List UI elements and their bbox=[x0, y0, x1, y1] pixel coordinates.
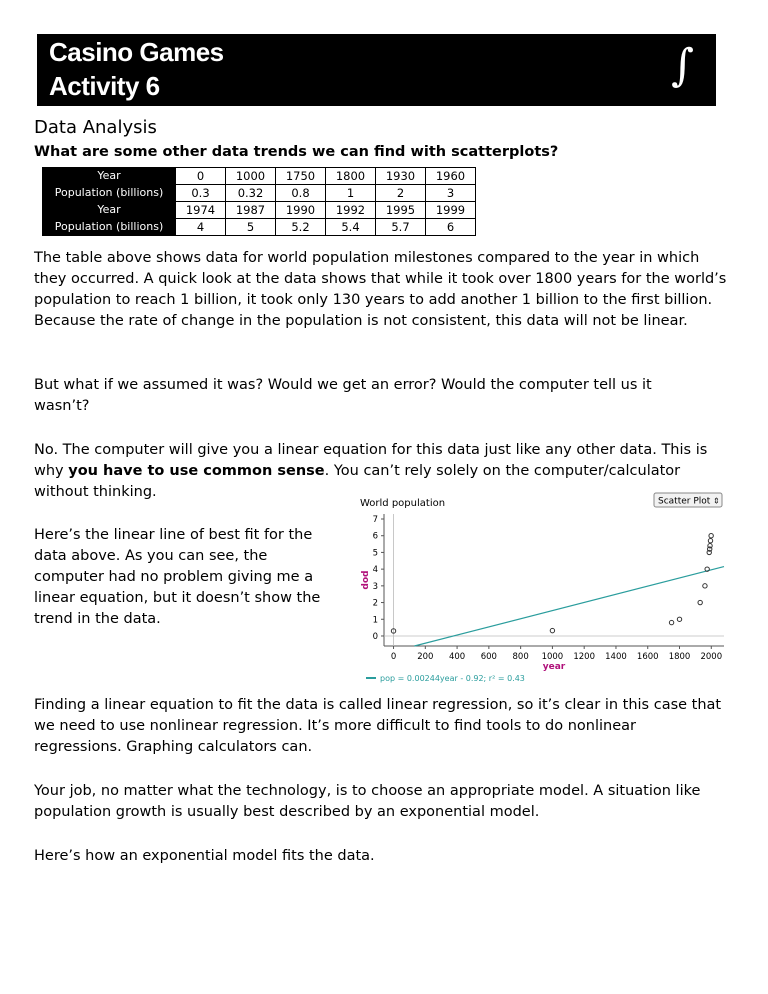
table-cell: 1800 bbox=[326, 168, 376, 185]
x-tick-label: 1400 bbox=[605, 652, 627, 662]
table-cell: 1995 bbox=[376, 202, 426, 219]
table-cell: 5.2 bbox=[276, 219, 326, 236]
table-cell: 2 bbox=[376, 185, 426, 202]
table-cell: 1 bbox=[326, 185, 376, 202]
paragraph-intro: The table above shows data for world population milestones compared to the year in which they occurred. A quick look at the data shows that while it took over 1800 years for the world’s population to reach 1 billion, it took only 130 years to add another 1 billion to the first billion. Because the rate of change in the population is not consistent, this data will not be linear. bbox=[34, 250, 727, 329]
x-tick-label: 1000 bbox=[541, 652, 564, 662]
table-row-label: Population (billions) bbox=[43, 185, 176, 202]
plot-type-label: Scatter Plot bbox=[658, 496, 711, 507]
data-point bbox=[709, 534, 713, 538]
data-point bbox=[708, 539, 712, 543]
data-point bbox=[669, 620, 673, 624]
table-cell: 4 bbox=[176, 219, 226, 236]
y-axis-label: pop bbox=[360, 570, 370, 590]
x-axis-label: year bbox=[542, 662, 566, 672]
table-cell: 1000 bbox=[226, 168, 276, 185]
data-point bbox=[703, 584, 707, 588]
population-table bbox=[42, 167, 476, 236]
paragraph-exponential: Here’s how an exponential model fits the data. bbox=[34, 848, 375, 864]
table-row bbox=[43, 202, 476, 219]
table-row-label: Year bbox=[43, 202, 176, 219]
y-tick-label: 1 bbox=[372, 615, 378, 626]
data-point bbox=[677, 617, 681, 621]
y-tick-label: 6 bbox=[372, 531, 378, 542]
table-cell: 1974 bbox=[176, 202, 226, 219]
p3-bold-text: you have to use common sense bbox=[68, 463, 325, 479]
x-tick-label: 1800 bbox=[668, 652, 691, 662]
paragraph-best-fit: Here’s the linear line of best fit for the data above. As you can see, the computer had no problem giving me a linear equation, but it doesn’t show the trend in the data. bbox=[34, 527, 321, 627]
section-title: Data Analysis bbox=[34, 117, 157, 138]
table-cell: 5 bbox=[226, 219, 276, 236]
y-tick-label: 0 bbox=[372, 631, 378, 642]
integral-icon: ∫ bbox=[671, 40, 694, 91]
p3-text-before: No. The computer will give you a linear equation for this data just like any other data. This is why bbox=[34, 442, 708, 479]
paragraph-model-choice: Your job, no matter what the technology, is to choose an appropriate model. A situation like population growth is usually best described by an exponential model. bbox=[34, 783, 701, 820]
y-tick-label: 2 bbox=[372, 598, 378, 609]
table-cell: 5.7 bbox=[376, 219, 426, 236]
table-cell: 1992 bbox=[326, 202, 376, 219]
table-cell: 1987 bbox=[226, 202, 276, 219]
section-question: What are some other data trends we can find with scatterplots? bbox=[34, 144, 559, 160]
table-cell: 1999 bbox=[426, 202, 476, 219]
table-cell: 6 bbox=[426, 219, 476, 236]
table-cell: 5.4 bbox=[326, 219, 376, 236]
plot-type-dropdown[interactable] bbox=[654, 493, 722, 507]
x-tick-label: 2000 bbox=[700, 652, 723, 662]
dropdown-arrows-icon: ⇕ bbox=[713, 496, 720, 506]
x-tick-label: 200 bbox=[417, 652, 434, 662]
x-tick-label: 400 bbox=[448, 652, 466, 662]
x-tick-label: 1600 bbox=[636, 652, 659, 662]
table-cell: 0.3 bbox=[176, 185, 226, 202]
paragraph-linear-regression: Finding a linear equation to fit the data is called linear regression, so it’s clear in this case that we need to use nonlinear regression. It’s more difficult to find tools to do nonlinear regressions. Graphing calculators can. bbox=[34, 697, 722, 755]
world-population-chart bbox=[350, 490, 730, 690]
table-row bbox=[43, 168, 476, 185]
chart-title: World population bbox=[360, 498, 446, 509]
x-tick-label: 0 bbox=[390, 652, 397, 662]
table-cell: 3 bbox=[426, 185, 476, 202]
table-cell: 1750 bbox=[276, 168, 326, 185]
header-title-line1: Casino Games bbox=[49, 37, 224, 67]
table-cell: 1930 bbox=[376, 168, 426, 185]
table-row-label: Year bbox=[43, 168, 176, 185]
y-tick-label: 3 bbox=[372, 581, 378, 592]
header-banner bbox=[37, 34, 716, 106]
table-cell: 0 bbox=[176, 168, 226, 185]
table-cell: 1960 bbox=[426, 168, 476, 185]
regression-line bbox=[414, 567, 724, 646]
x-tick-label: 600 bbox=[480, 652, 497, 662]
table-row bbox=[43, 219, 476, 236]
y-tick-label: 7 bbox=[372, 515, 378, 526]
paragraph-assumption: But what if we assumed it was? Would we get an error? Would the computer tell us it wasn’t? bbox=[34, 377, 652, 414]
table-cell: 1990 bbox=[276, 202, 326, 219]
x-tick-label: 800 bbox=[512, 652, 529, 662]
table-row bbox=[43, 185, 476, 202]
table-cell: 0.32 bbox=[226, 185, 276, 202]
y-tick-label: 5 bbox=[372, 548, 378, 559]
data-point bbox=[550, 628, 554, 632]
header-title-line2: Activity 6 bbox=[49, 71, 160, 101]
y-tick-label: 4 bbox=[372, 565, 378, 576]
legend-equation: pop = 0.00244year - 0.92; r² = 0.43 bbox=[380, 674, 525, 683]
x-tick-label: 1200 bbox=[573, 652, 596, 662]
table-cell: 0.8 bbox=[276, 185, 326, 202]
table-row-label: Population (billions) bbox=[43, 219, 176, 236]
p3-text-after: . You can’t rely solely on the computer/calculator without thinking. bbox=[34, 463, 681, 500]
data-point bbox=[698, 600, 702, 604]
